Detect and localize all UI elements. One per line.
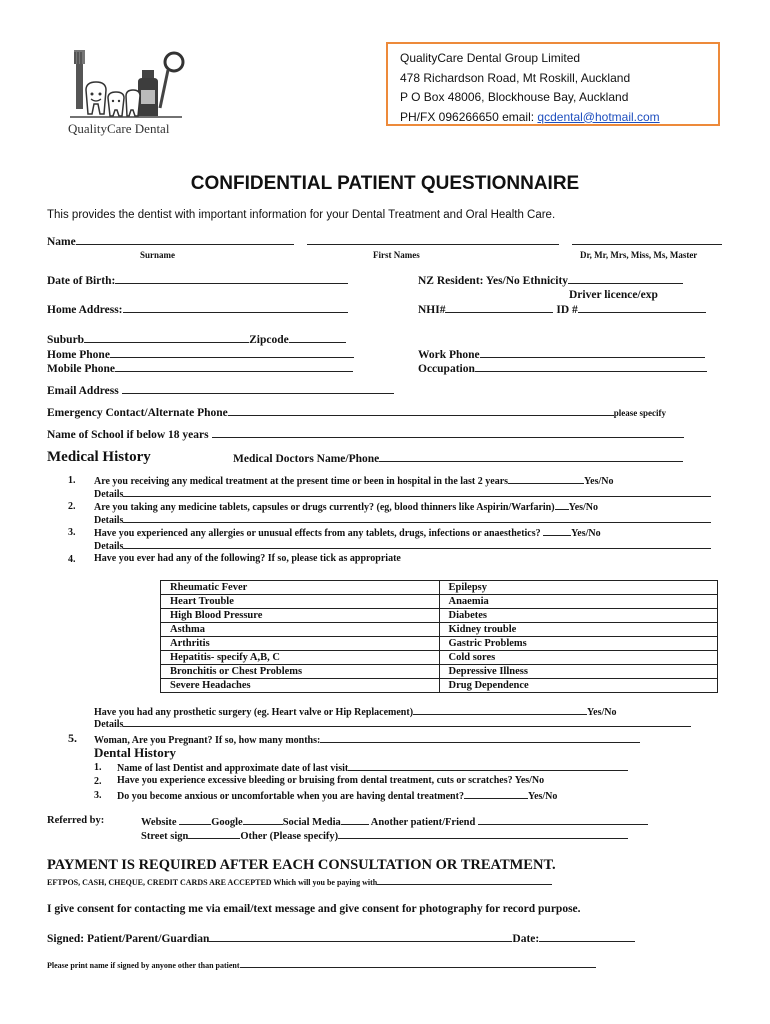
table-row	[161, 637, 718, 651]
table-row	[161, 609, 718, 623]
referral-options-row-1[interactable]	[141, 815, 648, 828]
prosthetic-details[interactable]: Details	[94, 717, 691, 730]
condition-cell[interactable]: Bronchitis or Chest Problems	[161, 665, 440, 679]
date-label: Date:	[512, 933, 540, 945]
signature-field[interactable]: Signed: Patient/Parent/Guardian Date:	[47, 932, 635, 945]
prosthetic-question: Have you had any prosthetic surgery (eg. Heart valve or Hip Replacement) Yes/No	[94, 707, 617, 718]
table-row	[161, 651, 718, 665]
referred-by-label: Referred by:	[47, 815, 105, 826]
dental-question-2[interactable]: Have you experience excessive bleeding or bruising from dental treatment, cuts or scratches? Yes/No	[117, 775, 545, 786]
dob-label: Date of Birth:	[47, 275, 116, 287]
emergency-contact-field[interactable]	[47, 406, 666, 419]
company-logo	[62, 42, 202, 142]
titles-caption: Dr, Mr, Mrs, Miss, Ms, Master	[580, 250, 698, 260]
nz-resident-field[interactable]	[418, 274, 683, 287]
consent-text: I give consent for contacting me via email/text message and give consent for photography for record purpose.	[47, 903, 581, 915]
question-2: Are you taking any medicine tablets, capsules or drugs currently? (eg, blood thinners like Aspirin/Warfarin) Yes/No	[94, 502, 599, 513]
mobile-phone-label: Mobile Phone	[47, 363, 116, 375]
please-specify-note: please specify	[613, 408, 667, 418]
dob-field[interactable]	[47, 274, 348, 287]
prosthetic-yes-no[interactable]: Yes/No	[587, 707, 617, 718]
table-row	[161, 595, 718, 609]
home-phone-field[interactable]	[47, 348, 354, 361]
logo-text: QualityCare Dental	[68, 121, 170, 136]
q3-yes-no[interactable]: Yes/No	[571, 528, 601, 539]
table-row	[161, 581, 718, 595]
page-title: CONFIDENTIAL PATIENT QUESTIONNAIRE	[190, 173, 580, 194]
work-phone-field[interactable]	[418, 348, 705, 361]
question-1: Are you receiving any medical treatment at the present time or been in hospital in the last 2 years Yes/No	[94, 476, 614, 487]
suburb-field[interactable]	[47, 333, 346, 346]
referral-website[interactable]: Website	[141, 817, 180, 828]
condition-cell[interactable]: Anaemia	[439, 595, 718, 609]
contact-line	[400, 108, 706, 128]
condition-cell[interactable]: Cold sores	[439, 651, 718, 665]
payment-methods[interactable]: EFTPOS, CASH, CHEQUE, CREDIT CARDS ARE ACCEPTED Which will you be paying with	[47, 877, 552, 887]
id-label: ID #	[553, 304, 578, 316]
email-link[interactable]: qcdental@hotmail.com	[537, 109, 660, 124]
condition-cell[interactable]: Gastric Problems	[439, 637, 718, 651]
first-names-caption: First Names	[373, 250, 420, 260]
dental-history-heading: Dental History	[94, 745, 176, 760]
q1-details[interactable]: Details	[94, 487, 711, 500]
mobile-phone-field[interactable]	[47, 362, 353, 375]
street-address: 478 Richardson Road, Mt Roskill, Auckland	[400, 70, 631, 85]
driver-licence-label: Driver licence/exp	[569, 289, 658, 301]
table-row	[161, 665, 718, 679]
pregnancy-question[interactable]: Woman, Are you Pregnant? If so, how many months:	[94, 733, 640, 746]
occupation-field[interactable]	[418, 362, 707, 375]
referral-street-sign[interactable]: Street sign	[141, 831, 189, 842]
phone-text: PH/FX 096266650 email:	[400, 109, 538, 124]
q2-details[interactable]: Details	[94, 513, 711, 526]
question-3: Have you experienced any allergies or unusual effects from any tablets, drugs, infections or anaesthetics? Yes/No	[94, 528, 601, 539]
referral-social-media[interactable]: Social Media	[282, 817, 341, 828]
surname-caption: Surname	[140, 250, 176, 260]
dental-question-3: Do you become anxious or uncomfortable when you are having dental treatment? Yes/No	[117, 791, 558, 802]
condition-cell[interactable]: Depressive Illness	[439, 665, 718, 679]
home-address-field[interactable]	[47, 303, 348, 316]
home-address-label: Home Address:	[47, 304, 123, 316]
school-field[interactable]	[47, 428, 684, 441]
doctors-field[interactable]	[233, 452, 683, 465]
condition-cell[interactable]: High Blood Pressure	[161, 609, 440, 623]
nhi-label: NHI#	[418, 304, 446, 316]
condition-cell[interactable]: Rheumatic Fever	[161, 581, 440, 595]
address-box	[386, 42, 720, 126]
school-label: Name of School if below 18 years	[47, 429, 212, 441]
nz-resident-label: NZ Resident: Yes/No Ethnicity	[418, 275, 569, 287]
condition-cell[interactable]: Epilepsy	[439, 581, 718, 595]
table-row	[161, 623, 718, 637]
doctors-label: Medical Doctors Name/Phone	[233, 453, 380, 465]
payment-heading: PAYMENT IS REQUIRED AFTER EACH CONSULTATION OR TREATMENT.	[47, 857, 556, 873]
condition-cell[interactable]: Hepatitis- specify A,B, C	[161, 651, 440, 665]
intro-text: This provides the dentist with important information for your Dental Treatment and Oral Health Care.	[47, 209, 556, 221]
zipcode-label: Zipcode	[249, 334, 289, 346]
q3-details[interactable]: Details	[94, 539, 711, 552]
home-phone-label: Home Phone	[47, 349, 110, 361]
medical-history-heading: Medical History	[47, 449, 151, 465]
question-4: Have you ever had any of the following? If so, please tick as appropriate	[94, 553, 401, 564]
condition-cell[interactable]: Heart Trouble	[161, 595, 440, 609]
occupation-label: Occupation	[418, 363, 475, 375]
conditions-table	[160, 580, 718, 693]
referral-patient-friend[interactable]: Another patient/Friend	[368, 817, 478, 828]
po-box: P O Box 48006, Blockhouse Bay, Auckland	[400, 90, 629, 104]
emergency-label: Emergency Contact/Alternate Phone	[47, 407, 228, 419]
name-field[interactable]	[47, 235, 722, 248]
nhi-field[interactable]	[418, 303, 706, 316]
table-row	[161, 679, 718, 693]
condition-cell[interactable]: Arthritis	[161, 637, 440, 651]
referral-google[interactable]: Google	[211, 817, 243, 828]
q2-yes-no[interactable]: Yes/No	[568, 502, 599, 513]
q1-yes-no[interactable]: Yes/No	[584, 476, 614, 487]
condition-cell[interactable]: Asthma	[161, 623, 440, 637]
email-field[interactable]	[47, 384, 394, 397]
condition-cell[interactable]: Drug Dependence	[439, 679, 718, 693]
d3-yes-no[interactable]: Yes/No	[527, 791, 558, 802]
condition-cell[interactable]: Kidney trouble	[439, 623, 718, 637]
dental-question-1[interactable]: Name of last Dentist and approximate date of last visit	[117, 761, 628, 774]
condition-cell[interactable]: Severe Headaches	[161, 679, 440, 693]
work-phone-label: Work Phone	[418, 349, 480, 361]
email-label: Email Address	[47, 385, 122, 397]
referral-options-row-2[interactable]	[141, 829, 628, 842]
company-name: QualityCare Dental Group Limited	[400, 51, 581, 65]
condition-cell[interactable]: Diabetes	[439, 609, 718, 623]
referral-other[interactable]: Other (Please specify)	[240, 831, 339, 842]
name-label: Name	[47, 236, 76, 248]
suburb-label: Suburb	[47, 334, 85, 346]
print-name-field[interactable]: Please print name if signed by anyone other than patient	[47, 960, 596, 970]
